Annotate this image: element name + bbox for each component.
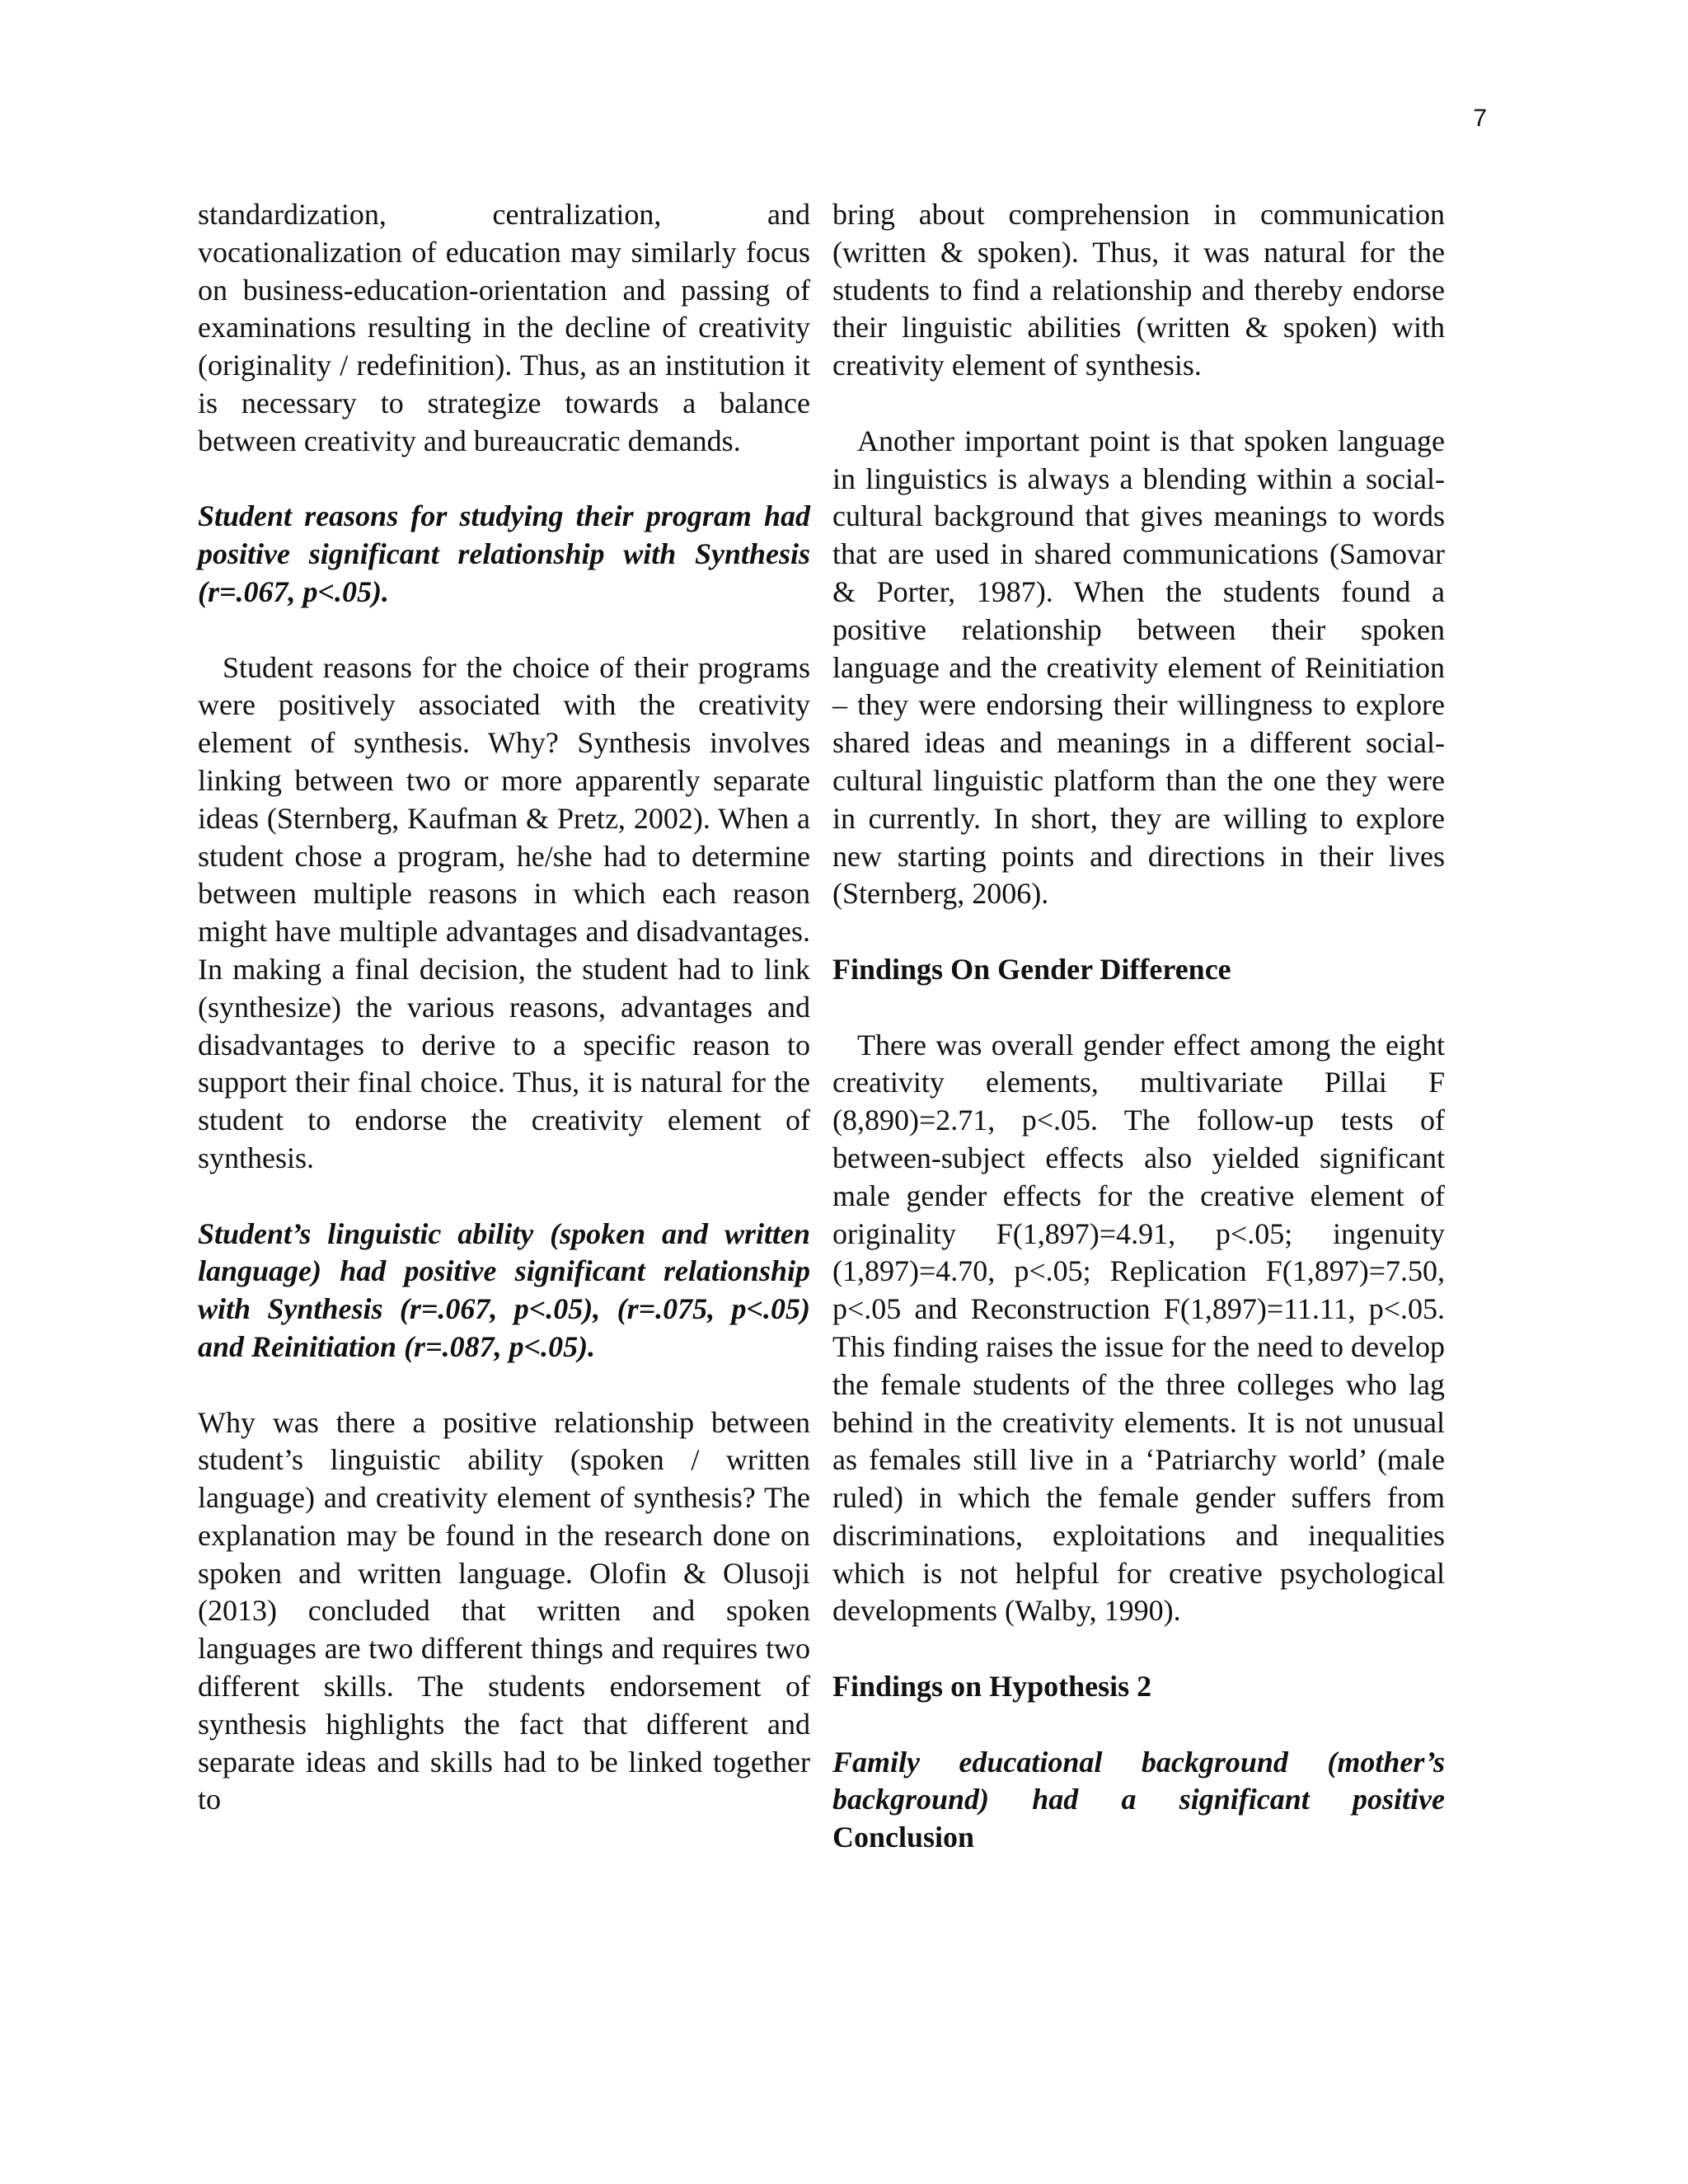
page-number: 7 <box>1473 105 1487 132</box>
left-heading-linguistic-ability: Student’s linguistic ability (spoken and written language) had positive significant relationship with Synthesis (r=.067, p<.05), (r=.075, p<.05) and Reinitiation (r=.087, p<.05). <box>198 1216 810 1363</box>
right-heading-gender-difference: Findings On Gender Difference <box>832 952 1231 986</box>
right-paragraph-3: There was overall gender effect among the eight creativity elements, multivariate Pillai F (8,890)=2.71, p<.05. The follow-up tests of between-subject effects also yielded significant male gender effects for the creative element of originality F(1,897)=4.91, p<.05; ingenuity (1,897)=4.70, p<.05; Replication F(1,897)=7.50, p<.05 and Reconstruction F(1,897)=11.11, p<.05. This finding raises the issue for the need to develop the female students of the three colleges who lag behind in the creativity elements. It is not unusual as females still live in a ‘Patriarchy world’ (male ruled) in which the female gender suffers from discriminations, exploitations and inequalities which is not helpful for creative psychological developments (Walby, 1990). <box>832 1028 1445 1628</box>
right-column <box>832 196 1445 1857</box>
left-column <box>198 196 810 1819</box>
left-paragraph-2: Student reasons for the choice of their programs were positively associated with the creativity element of synthesis. Why? Synthesis involves linking between two or more apparently separate ideas (Sternberg, Kaufman & Pretz, 2002). When a student chose a program, he/she had to determine between multiple reasons in which each reason might have multiple advantages and disadvantages. In making a final decision, the student had to link (synthesize) the various reasons, advantages and disadvantages to derive to a specific reason to support their final choice. Thus, it is natural for the student to endorse the creativity element of synthesis. <box>198 650 810 1174</box>
right-heading-family-background: Family educational background (mother’s background) had a significant positive <box>832 1745 1445 1816</box>
right-paragraph-2: Another important point is that spoken language in linguistics is always a blending within a social-cultural background that gives meanings to words that are used in shared communications (Samovar & Porter, 1987). When the students found a positive relationship between their spoken language and the creativity element of Reinitiation – they were endorsing their willingness to explore shared ideas and meanings in a different social-cultural linguistic platform than the one they were in currently. In short, they are willing to explore new starting points and directions in their lives (Sternberg, 2006). <box>832 424 1445 911</box>
right-paragraph-1: bring about comprehension in communication (written & spoken). Thus, it was natural for the students to find a relationship and thereby endorse their linguistic abilities (written & spoken) with creativity element of synthesis. <box>832 198 1445 382</box>
left-paragraph-1: standardization, centralization, and vocationalization of education may similarly focus on business-education-orientation and passing of examinations resulting in the decline of creativity (originality / redefinition). Thus, as an institution it is necessary to strategize towards a balance between creativity and bureaucratic demands. <box>198 198 810 457</box>
right-heading-hypothesis-2: Findings on Hypothesis 2 <box>832 1670 1152 1704</box>
left-paragraph-3: Why was there a positive relationship between student’s linguistic ability (spoken / written language) and creativity element of synthesis? The explanation may be found in the research done on spoken and written language. Olofin & Olusoji (2013) concluded that written and spoken languages are two different things and requires two different skills. The students endorsement of synthesis highlights the fact that different and separate ideas and skills had to be linked together to <box>198 1405 810 1816</box>
left-heading-synthesis-reasons: Student reasons for studying their program had positive significant relationship with Synthesis (r=.067, p<.05). <box>198 499 810 608</box>
right-heading-conclusion: Conclusion <box>832 1821 975 1854</box>
